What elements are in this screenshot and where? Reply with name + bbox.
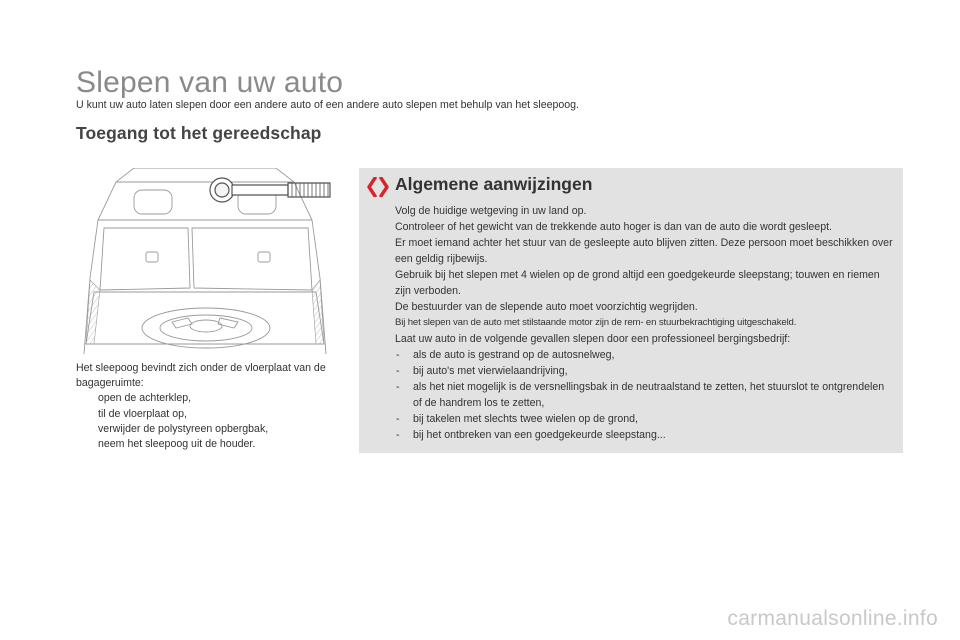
dash-icon: - [396, 413, 400, 425]
panel-paragraph: Gebruik bij het slepen met 4 wielen op de grond altijd een goedgekeurde sleepstang; touwen en riemen zijn verboden. [395, 269, 880, 297]
list-item: til de vloerplaat op, [98, 407, 187, 420]
panel-paragraph: Laat uw auto in de volgende gevallen slepen door een professioneel bergingsbedrijf: [395, 333, 791, 345]
dash-icon: - [396, 365, 400, 377]
panel-heading: Algemene aanwijzingen [395, 174, 593, 194]
panel-paragraph: Bij het slepen van de auto met stilstaande motor zijn de rem- en stuurbekrachtiging uitgeschakeld. [395, 317, 797, 328]
panel-paragraph: Volg de huidige wetgeving in uw land op. [395, 205, 587, 217]
list-item: - als het niet mogelijk is de versnellingsbak in de neutraalstand te zetten, het stuurslot te ontgrendelen of de handrem los te zetten, [396, 381, 885, 409]
panel-paragraph: Er moet iemand achter het stuur van de gesleepte auto blijven zitten. Deze persoon moet beschikken over een geldig rijbewijs. [395, 237, 893, 265]
list-item: open de achterklep, [98, 392, 192, 405]
list-item: - bij auto's met vierwielaandrijving, [396, 365, 568, 377]
panel-body [395, 203, 895, 443]
panel-paragraph: De bestuurder van de slepende auto moet voorzichtig wegrijden. [395, 301, 698, 313]
page-intro: U kunt uw auto laten slepen door een andere auto of een andere auto slepen met behulp van het sleepoog. [76, 99, 579, 111]
towing-cases-list [395, 347, 895, 443]
list-item: - bij het ontbreken van een goedgekeurde sleepstang... [396, 429, 666, 441]
list-item: - bij takelen met slechts twee wielen op de grond, [396, 413, 638, 425]
warning-icon [367, 177, 389, 197]
step-list [76, 391, 346, 452]
location-intro: Het sleepoog bevindt zich onder de vloerplaat van de bagageruimte: [76, 362, 326, 390]
general-instructions-panel [359, 168, 903, 453]
towing-eye-location-text [76, 361, 346, 452]
list-item: neem het sleepoog uit de houder. [98, 438, 256, 451]
watermark: carmanualsonline.info [727, 607, 938, 630]
dash-icon: - [396, 381, 400, 393]
page-title: Slepen van uw auto [76, 66, 344, 99]
boot-towing-eye-illustration [76, 168, 334, 354]
panel-paragraph: Controleer of het gewicht van de trekkende auto hoger is dan van de auto die wordt gesleept. [395, 221, 832, 233]
list-item: - als de auto is gestrand op de autosnelweg, [396, 349, 615, 361]
dash-icon: - [396, 429, 400, 441]
dash-icon: - [396, 349, 400, 361]
section-subtitle: Toegang tot het gereedschap [76, 123, 322, 143]
list-item: verwijder de polystyreen opbergbak, [98, 422, 269, 435]
